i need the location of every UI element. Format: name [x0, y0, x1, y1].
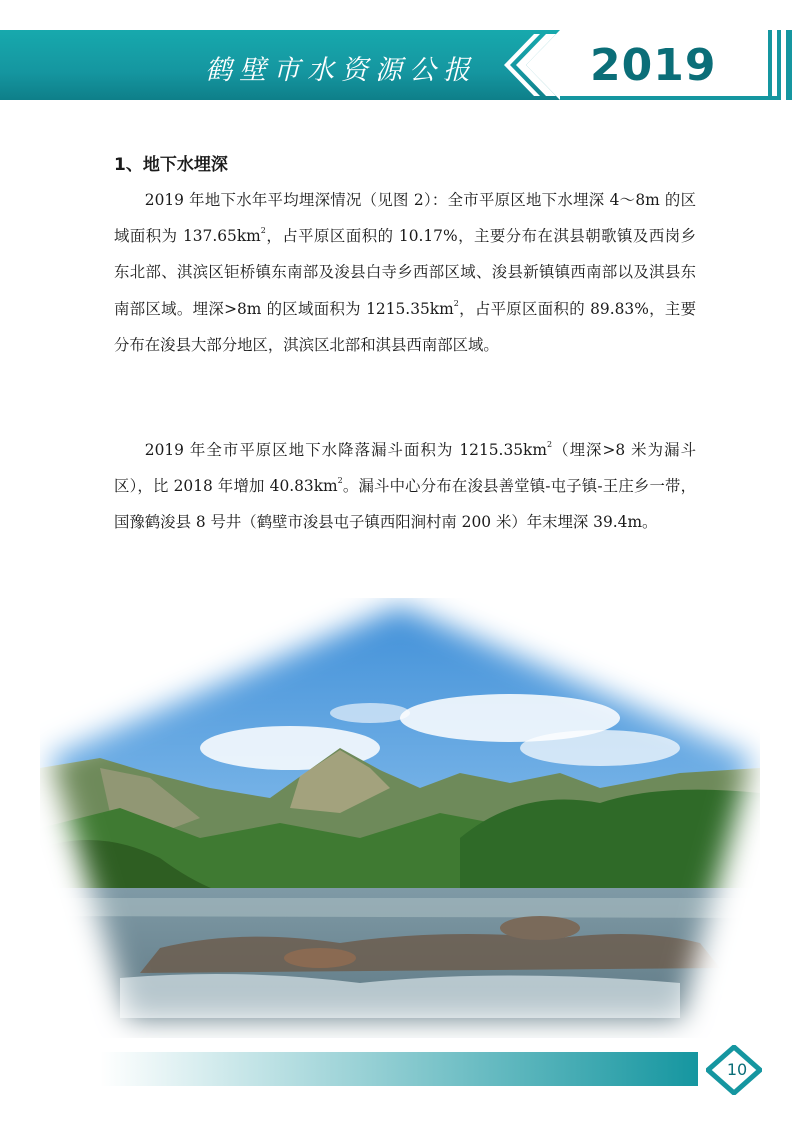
footer-band: [100, 1052, 698, 1086]
landscape-photo: [40, 598, 760, 1038]
paragraph-text: （埋深>8 米为漏斗区），比 2018 年增加 40.83km: [114, 441, 696, 496]
paragraph-text: ，占平原区面积的 89.83%，主要分布在浚县大部分地区，淇滨区北部和淇县西南部区域。: [114, 299, 696, 354]
report-year: 2019: [590, 40, 717, 91]
superscript: 2: [546, 440, 553, 449]
section-title: 1、地下水埋深: [114, 155, 228, 175]
paragraph-burial-depth: [114, 182, 696, 363]
header-stripe: [786, 30, 792, 100]
header-stripe: [768, 30, 772, 100]
page-header: [0, 30, 799, 100]
report-title: 鹤壁市水资源公报: [205, 55, 477, 86]
page-number: 10: [726, 1060, 748, 1079]
header-stripe: [777, 30, 781, 100]
superscript: 2: [260, 226, 266, 236]
superscript: 2: [337, 476, 343, 486]
arrow-left-icon: [488, 30, 578, 100]
header-rule: [560, 96, 780, 100]
paragraph-text: ，占平原区面积的 10.17%，主要分布在淇县朝歌镇及西岗乡东北部、淇滨区钜桥镇东南部及浚县白寺乡西部区域、浚县新镇镇西南部以及淇县东南部区域。埋深>8m 的区域面积为 1215.35km: [114, 227, 696, 318]
paragraph-text: 2019 年全市平原区地下水降落漏斗面积为 1215.35km: [144, 441, 547, 459]
paragraph-funnel-area: [114, 432, 696, 541]
paragraph-text: 。漏斗中心分布在浚县善堂镇-屯子镇-王庄乡一带，国豫鹤浚县 8 号井（鹤壁市浚县屯子镇西阳涧村南 200 米）年末埋深 39.4m。: [114, 477, 696, 532]
paragraph-text: 2019 年地下水年平均埋深情况（见图 2）：全市平原区地下水埋深 4～8m 的区域面积为 137.65km: [114, 191, 696, 246]
superscript: 2: [453, 298, 459, 308]
